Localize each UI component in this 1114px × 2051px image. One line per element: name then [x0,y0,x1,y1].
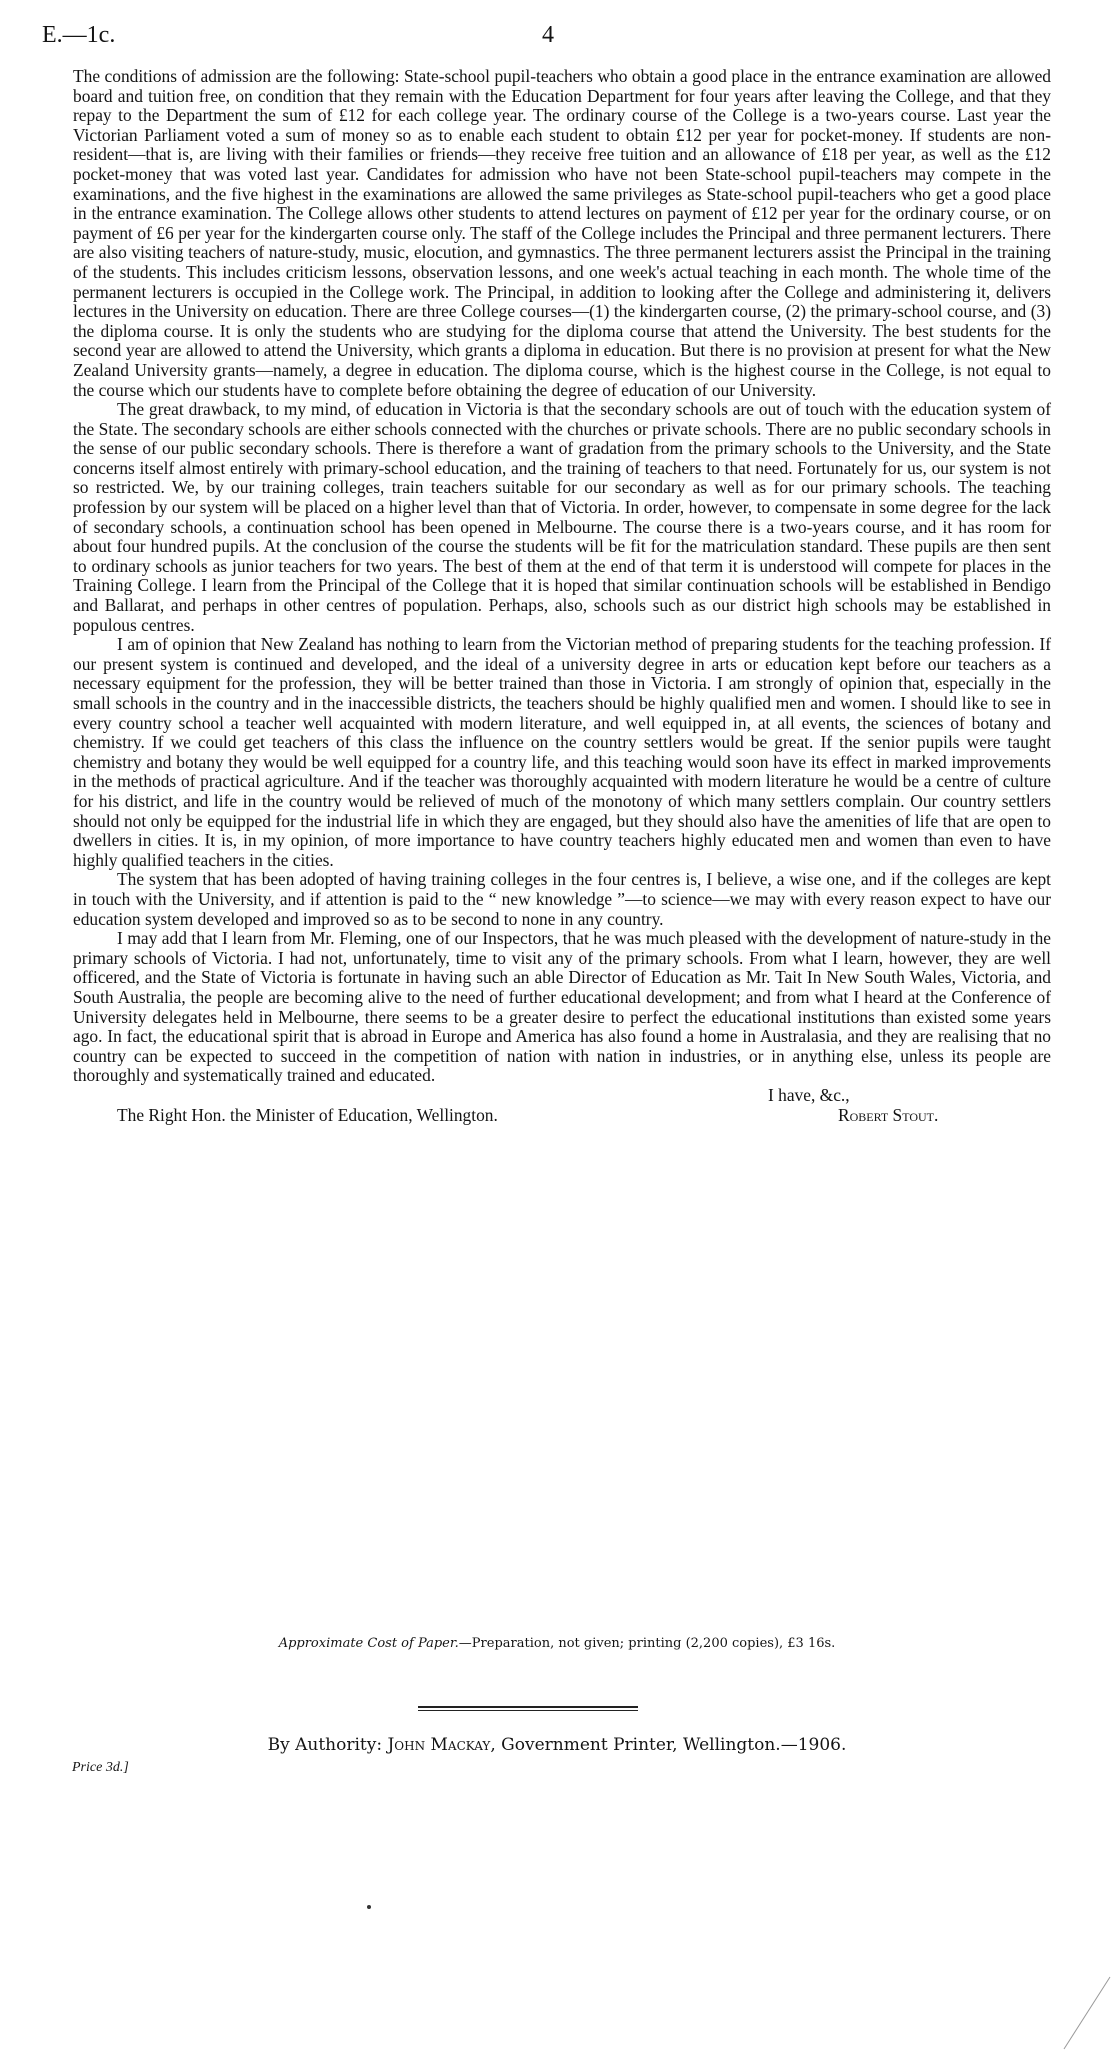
ink-speck [367,1905,371,1909]
paragraph-drawback: The great drawback, to my mind, of education in Victoria is that the secondary schools are out of touch with the education system of the State. The secondary schools are either schools connected with the churches or private schools. There are no public secondary schools in the sense of our public secondary schools. There is therefore a want of gradation from the primary schools to the University, and the State concerns itself almost entirely with primary-school education, and the training of teachers to that need. Fortunately for us, our system is not so restricted. We, by our training colleges, train teachers suitable for our secondary as well as for our primary schools. The teaching profession by our system will be placed on a higher level than that of Victoria. In order, however, to compensate in some degree for the lack of secondary schools, a continuation school has been opened in Melbourne. The course there is a two-years course, and it has room for about four hundred pupils. At the conclusion of the course the students will be fit for the matriculation standard. These pupils are then sent to ordinary schools as junior teachers for two years. The best of them at the end of that term it is understood will compete for places in the Training College. I learn from the Principal of the College that it is hoped that similar continuation schools will be established in Bendigo and Ballarat, and perhaps in other centres of population. Perhaps, also, schools such as our district high schools may be established in populous centres. [73,399,1051,635]
authority-prefix: By Authority: [267,1735,383,1755]
divider-rule [418,1706,638,1708]
paragraph-nature-study: I may add that I learn from Mr. Fleming, one of our Inspectors, that he was much pleased with the development of nature-study in the primary schools of Victoria. I had not, unfortunately, time to visit any of the primary schools. From what I learn, however, they are well officered, and the State of Victoria is fortunate in having such an able Director of Education as Mr. Tait In New South Wales, Victoria, and South Australia, the people are becoming alive to the need of further educational development; and from what I heard at the Conference of University delegates held in Melbourne, there seems to be a greater desire to perfect the educational institutions than existed some years ago. In fact, the educational spirit that is abroad in Europe and America has also found a home in Australasia, and they are realising that no country can be expected to succeed in the competition of nation with nation in industries, or in anything else, unless its people are thoroughly and systematically trained and educated. [73,928,1051,1086]
authority-rest: Government Printer, Wellington.—1906. [501,1735,847,1755]
printer-name: John Mackay, [387,1735,496,1755]
corner-mark [1060,1975,1114,2051]
signature: Robert Stout. [838,1104,939,1125]
paragraph-admission: The conditions of admission are the following: State-school pupil-teachers who obtain a good place in the entrance examination are allowed board and tuition free, on condition that they remain with the Education Department for four years after leaving the College, and that they repay to the Department the sum of £12 for each college year. The ordinary course of the College is a two-years course. Last year the Victorian Parliament voted a sum of money so as to enable each student to obtain £12 per year for pocket-money. If students are non-resident—that is, are living with their families or friends—they receive free tuition and an allowance of £18 per year, as well as the £12 pocket-money that was voted last year. Candidates for admission who have not been State-school pupil-teachers may compete in the examinations, and the five highest in the examinations are allowed the same privileges as State-school pupil-teachers who get a good place in the entrance examination. The College allows other students to attend lectures on payment of £12 per year for the ordinary course, or on payment of £6 per year for the kindergarten course only. The staff of the College includes the Principal and three permanent lecturers. There are also visiting teachers of nature-study, music, elocution, and gymnastics. The three permanent lecturers assist the Principal in the training of the students. This includes criticism lessons, observation lessons, and one week's actual teaching in each month. The whole time of the permanent lecturers is occupied in the College work. The Principal, in addition to looking after the College and administering it, delivers lectures in the University on education. There are three College courses—(1) the kindergarten course, (2) the primary-school course, and (3) the diploma course. It is only the students who are studying for the diploma course that attend the University. The best students for the second year are allowed to attend the University, which grants a diploma in education. But there is no provision at present for what the New Zealand University grants—namely, a degree in education. The diploma course, which is the highest course in the College, is not equal to the course which our students have to complete before obtaining the degree of education of our University. [73,66,1051,400]
closing-address-line [73,1106,1051,1126]
cost-label: Approximate Cost of Paper. [278,1636,459,1651]
closing-sign-off-line [73,1086,1051,1106]
price-note: Price 3d.] [72,1760,129,1775]
paragraph-opinion: I am of opinion that New Zealand has nothing to learn from the Victorian method of preparing students for the teaching profession. If our present system is continued and developed, and the ideal of a university degree in arts or education kept before our teachers as a necessary equipment for the profession, they will be better trained than those in Victoria. I am strongly of opinion that, especially in the small schools in the country and in the inaccessible districts, the teachers should be highly qualified men and women. I should like to see in every country school a teacher well acquainted with modern literature, and well equipped in, at all events, the sciences of botany and chemistry. If we could get teachers of this class the influence on the country settlers would be great. If the senior pupils were taught chemistry and botany they would be well equipped for a country life, and this teaching would soon have its effect in marked improvements in the methods of practical agriculture. And if the teacher was thoroughly acquainted with modern literature he would be a centre of culture for his district, and life in the country would be relieved of much of the monotony of which many settlers complain. Our country settlers should not only be equipped for the industrial life in which they are engaged, but they should also have the amenities of life that are open to dwellers in cities. It is, in my opinion, of more importance to have country teachers highly educated men and women than even to have highly qualified teachers in the cities. [73,634,1051,870]
cost-of-paper-note [0,1636,1114,1651]
divider-rule-thin [418,1710,638,1711]
page-number: 4 [542,22,554,48]
body-text [73,67,1051,1126]
sign-off: I have, &c., [768,1084,850,1105]
printer-imprint [0,1735,1114,1755]
addressee: The Right Hon. the Minister of Education, Wellington. [117,1104,498,1125]
paragraph-training-colleges: The system that has been adopted of having training colleges in the four centres is, I believe, a wise one, and if the colleges are kept in touch with the University, and if attention is paid to the “ new knowledge ”—to science—we may with every reason expect to have our education system developed and improved so as to be second to none in any country. [73,869,1051,929]
cost-text: —Preparation, not given; printing (2,200 copies), £3 16s. [458,1636,836,1651]
document-reference: E.—1c. [42,22,116,48]
page-header [42,22,1054,52]
